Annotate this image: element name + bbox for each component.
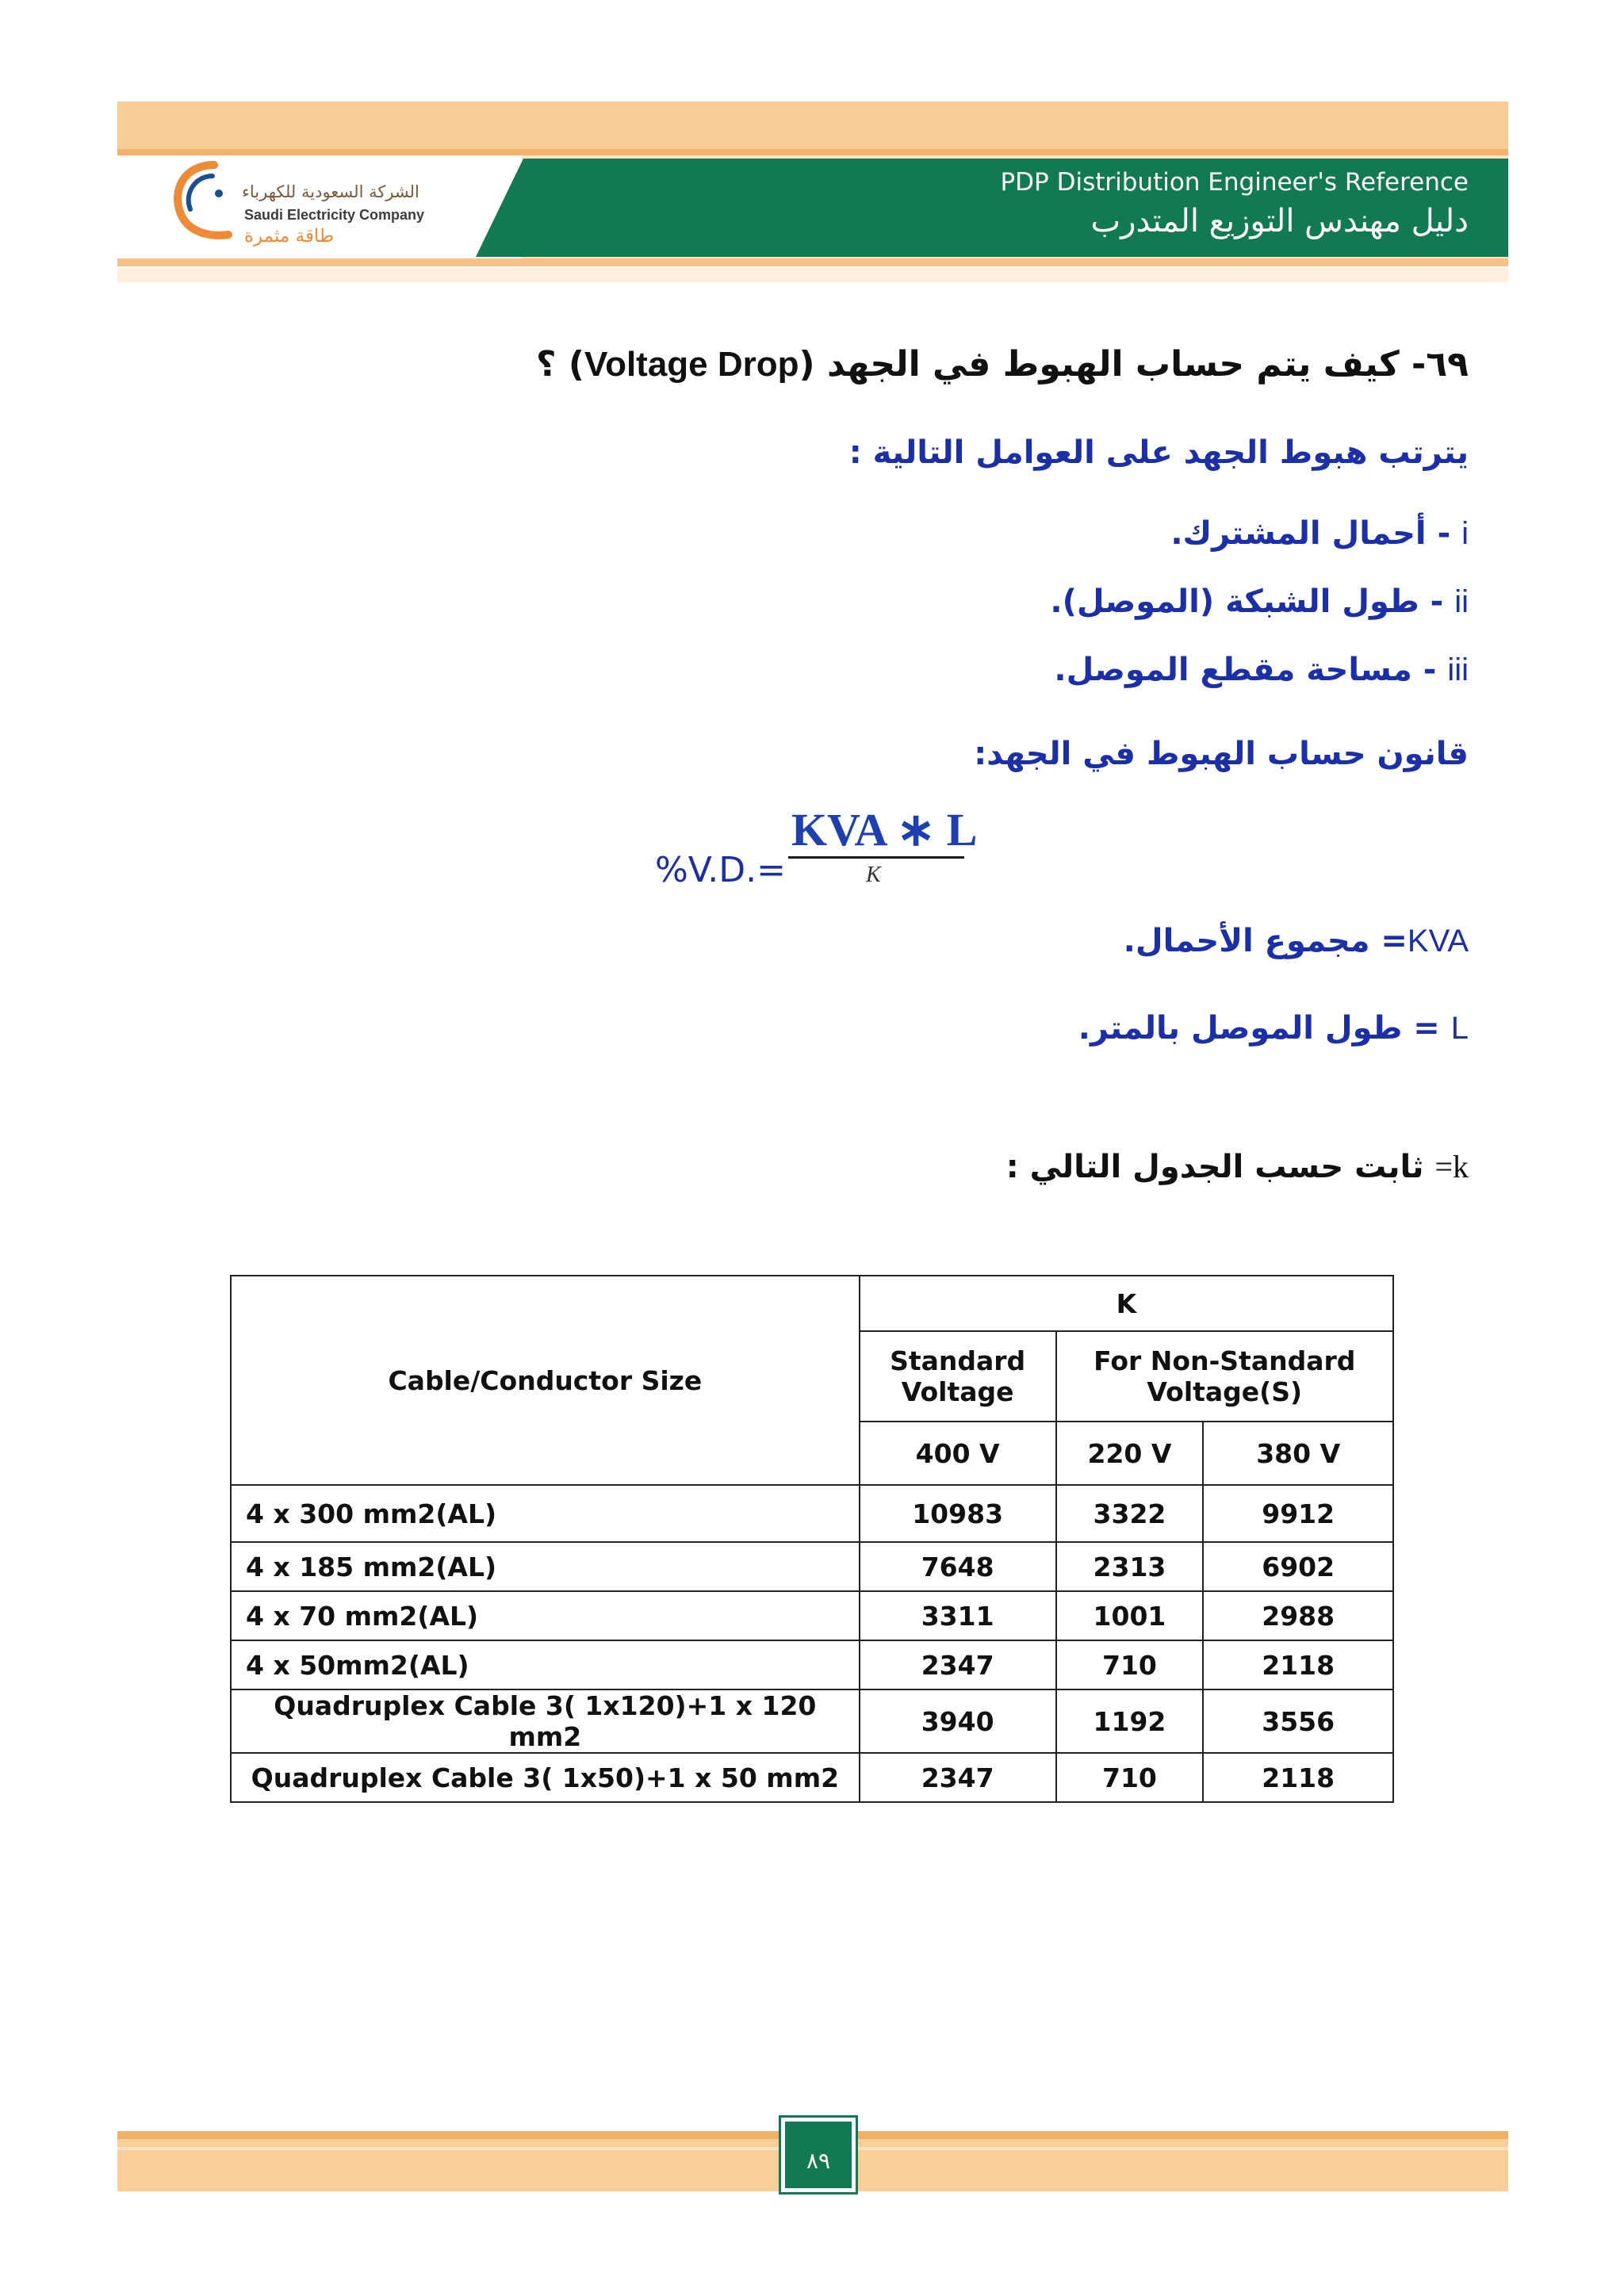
voltage-header: 220 V [1056,1422,1204,1485]
k-text: ثابت حسب الجدول التالي : [1005,1149,1424,1185]
k-symbol: =k [1434,1149,1469,1184]
header-top-band [117,101,1508,151]
cable-size-cell: Quadruplex Cable 3( 1x50)+1 x 50 mm2 [231,1753,860,1802]
kva-text: = مجموع الأحمال. [1123,923,1408,959]
company-logo-icon [167,159,238,246]
law-heading: قانون حساب الهبوط في الجهد: [974,736,1469,772]
formula-denominator: K [866,863,881,887]
factor-item [1170,515,1469,552]
factor-item [1050,584,1469,620]
table-row [231,1689,1393,1753]
cable-size-cell: 4 x 50mm2(AL) [231,1640,860,1689]
k-value-cell: 9912 [1203,1485,1393,1542]
k-value-cell: 3311 [860,1591,1056,1640]
question-english: Voltage Drop [584,345,799,384]
factor-num: i [1461,516,1469,551]
logo-name-ar: الشركة السعودية للكهرباء [242,182,419,201]
k-value-cell: 2347 [860,1640,1056,1689]
k-value-cell: 2118 [1203,1640,1393,1689]
voltage-header: 380 V [1203,1422,1393,1485]
k-value-cell: 2313 [1056,1542,1204,1591]
header-title-ar: دليل مهندس التوزيع المتدرب [1090,203,1469,239]
factor-item [1054,652,1469,688]
cable-size-cell: 4 x 300 mm2(AL) [231,1485,860,1542]
l-definition [1078,1010,1469,1047]
voltage-header: 400 V [860,1422,1056,1485]
header-bottom-line [117,258,1508,266]
factors-heading: يترتب هبوط الجهد على العوامل التالية : [848,434,1469,471]
table-row [231,1591,1393,1640]
formula-lhs: %V.D.= [655,850,786,890]
header-top-line [117,149,1508,155]
k-definition [1006,1148,1469,1185]
k-value-cell: 6902 [1203,1542,1393,1591]
table-row [231,1485,1393,1542]
k-value-cell: 710 [1056,1753,1204,1802]
logo-name-en: Saudi Electricity Company [244,207,425,223]
k-value-cell: 2118 [1203,1753,1393,1802]
k-value-cell: 10983 [860,1485,1056,1542]
formula-fraction-bar [788,856,964,859]
formula-numerator: KVA ∗ L [791,804,978,855]
k-value-cell: 710 [1056,1640,1204,1689]
size-column-header: Cable/Conductor Size [231,1276,860,1485]
factor-num: ii [1454,584,1469,619]
page-number: ٨٩ [785,2122,852,2188]
question-prefix: ٦٩- كيف يتم حساب الهبوط في الجهد ( [799,344,1469,385]
k-value-cell: 1192 [1056,1689,1204,1753]
nonstandard-voltage-header: For Non-Standard Voltage(S) [1056,1331,1393,1422]
kva-symbol: KVA [1407,924,1469,959]
standard-voltage-header: Standard Voltage [860,1331,1056,1422]
logo-tagline: طاقة مثمرة [244,226,335,247]
k-value-cell: 2988 [1203,1591,1393,1640]
table-row [231,1542,1393,1591]
header-bottom-band [117,268,1508,282]
k-header: K [860,1276,1393,1331]
k-value-cell: 3322 [1056,1485,1204,1542]
k-constant-table [230,1275,1394,1803]
kva-definition [1124,923,1469,959]
factor-num: iii [1447,652,1469,687]
factor-text: - مساحة مقطع الموصل. [1054,652,1437,688]
factor-text: - طول الشبكة (الموصل). [1050,584,1444,620]
factor-text: - أحمال المشترك. [1170,515,1451,552]
k-value-cell: 3940 [860,1689,1056,1753]
k-value-cell: 7648 [860,1542,1056,1591]
l-symbol: L [1450,1011,1469,1046]
header-title-en: PDP Distribution Engineer's Reference [1000,168,1469,197]
l-text: = طول الموصل بالمتر. [1078,1010,1440,1047]
k-value-cell: 3556 [1203,1689,1393,1753]
table-row [231,1753,1393,1802]
question-title [536,344,1469,385]
table-row [231,1640,1393,1689]
cable-size-cell: 4 x 185 mm2(AL) [231,1542,860,1591]
k-value-cell: 1001 [1056,1591,1204,1640]
cable-size-cell: Quadruplex Cable 3( 1x120)+1 x 120 mm2 [231,1689,860,1753]
question-suffix: ) ؟ [536,344,584,385]
k-value-cell: 2347 [860,1753,1056,1802]
cable-size-cell: 4 x 70 mm2(AL) [231,1591,860,1640]
